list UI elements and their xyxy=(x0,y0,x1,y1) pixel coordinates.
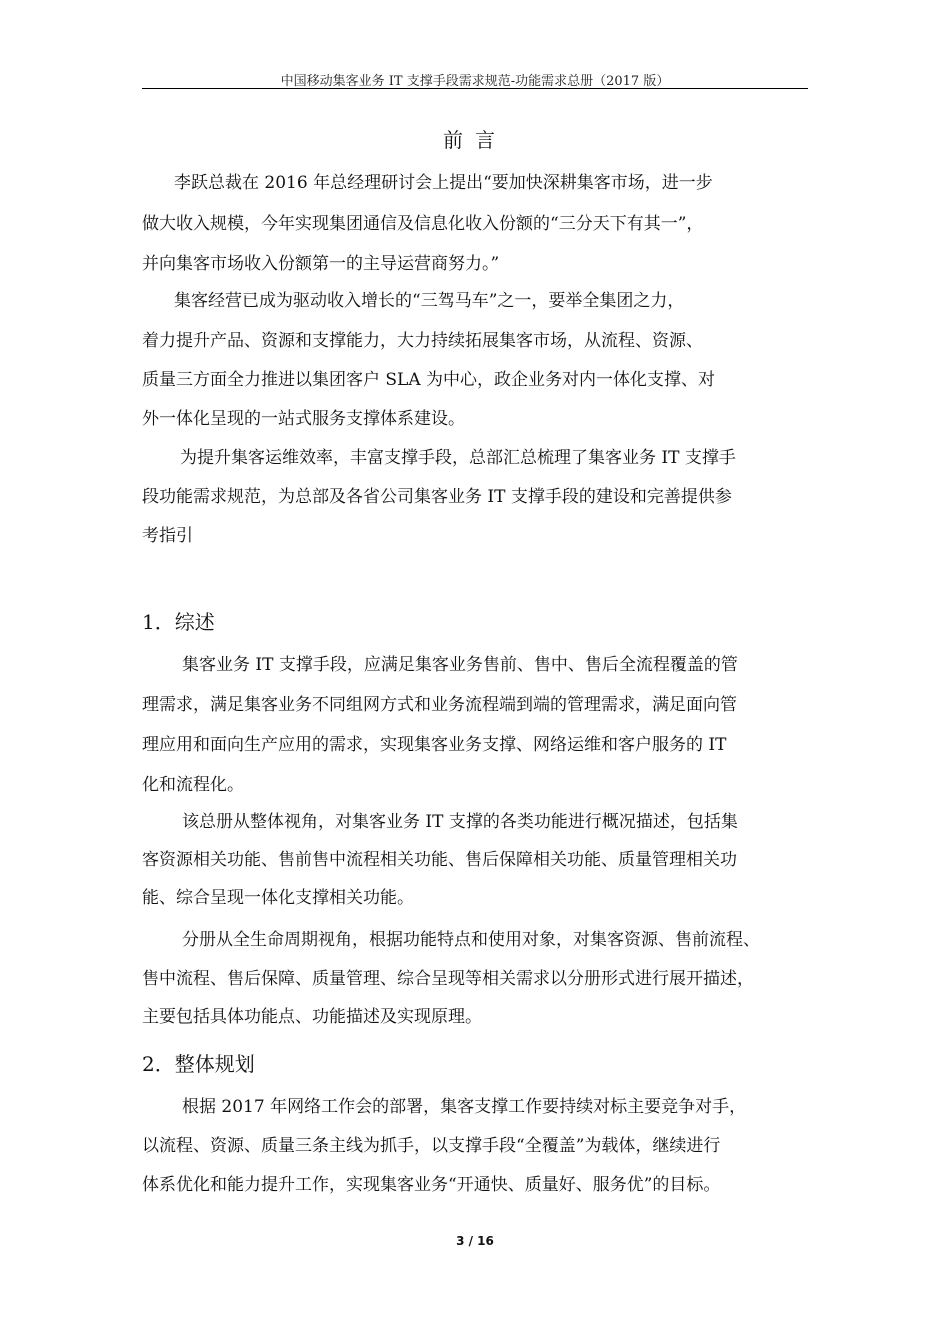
text-line: 售中流程、售后保障、质量管理、综合呈现等相关需求以分册形式进行展开描述， xyxy=(142,969,754,989)
text-line: 分册从全生命周期视角，根据功能特点和使用对象，对集客资源、售前流程、 xyxy=(182,930,760,950)
text-line: 外一体化呈现的一站式服务支撑体系建设。 xyxy=(142,409,465,429)
text-line: 该总册从整体视角，对集客业务 IT 支撑的各类功能进行概况描述，包括集 xyxy=(182,812,738,832)
text-line: 理应用和面向生产应用的需求，实现集客业务支撑、网络运维和客户服务的 IT xyxy=(142,735,727,755)
running-header: 中国移动集客业务 IT 支撑手段需求规范-功能需求总册（2017 版） xyxy=(280,74,670,89)
section-heading-overall-plan: 2．整体规划 xyxy=(142,1052,255,1076)
text-line: 集客经营已成为驱动收入增长的“三驾马车”之一，要举全集团之力， xyxy=(174,291,685,311)
text-line: 质量三方面全力推进以集团客户 SLA 为中心，政企业务对内一体化支撑、对 xyxy=(142,370,716,390)
text-line: 着力提升产品、资源和支撑能力，大力持续拓展集客市场，从流程、资源、 xyxy=(142,331,703,351)
text-line: 体系优化和能力提升工作，实现集客业务“开通快、质量好、服务优”的目标。 xyxy=(142,1175,721,1195)
text-line: 段功能需求规范，为总部及各省公司集客业务 IT 支撑手段的建设和完善提供参 xyxy=(142,487,732,507)
text-line: 客资源相关功能、售前售中流程相关功能、售后保障相关功能、质量管理相关功 xyxy=(142,850,737,870)
text-line: 理需求，满足集客业务不同组网方式和业务流程端到端的管理需求，满足面向管 xyxy=(142,695,737,715)
text-line: 以流程、资源、质量三条主线为抓手，以支撑手段“全覆盖”为载体，继续进行 xyxy=(142,1136,721,1156)
text-line: 做大收入规模，今年实现集团通信及信息化收入份额的“三分天下有其一”， xyxy=(142,214,704,234)
text-line: 集客业务 IT 支撑手段，应满足集客业务售前、售中、售后全流程覆盖的管 xyxy=(182,655,738,675)
text-line: 化和流程化。 xyxy=(142,775,244,795)
text-line: 主要包括具体功能点、功能描述及实现原理。 xyxy=(142,1007,482,1027)
text-line: 考指引 xyxy=(142,526,193,546)
section-heading-overview: 1．综述 xyxy=(142,610,215,634)
text-line: 根据 2017 年网络工作会的部署，集客支撑工作要持续对标主要竞争对手， xyxy=(182,1097,747,1117)
header-rule xyxy=(142,88,808,89)
preface-title: 前言 xyxy=(443,128,507,152)
text-line: 并向集客市场收入份额第一的主导运营商努力。” xyxy=(142,254,500,274)
text-line: 李跃总裁在 2016 年总经理研讨会上提出“要加快深耕集客市场，进一步 xyxy=(174,173,713,193)
page-number: 3 / 16 xyxy=(456,1234,494,1248)
text-line: 能、综合呈现一体化支撑相关功能。 xyxy=(142,888,414,908)
text-line: 为提升集客运维效率，丰富支撑手段，总部汇总梳理了集客业务 IT 支撑手 xyxy=(180,448,736,468)
